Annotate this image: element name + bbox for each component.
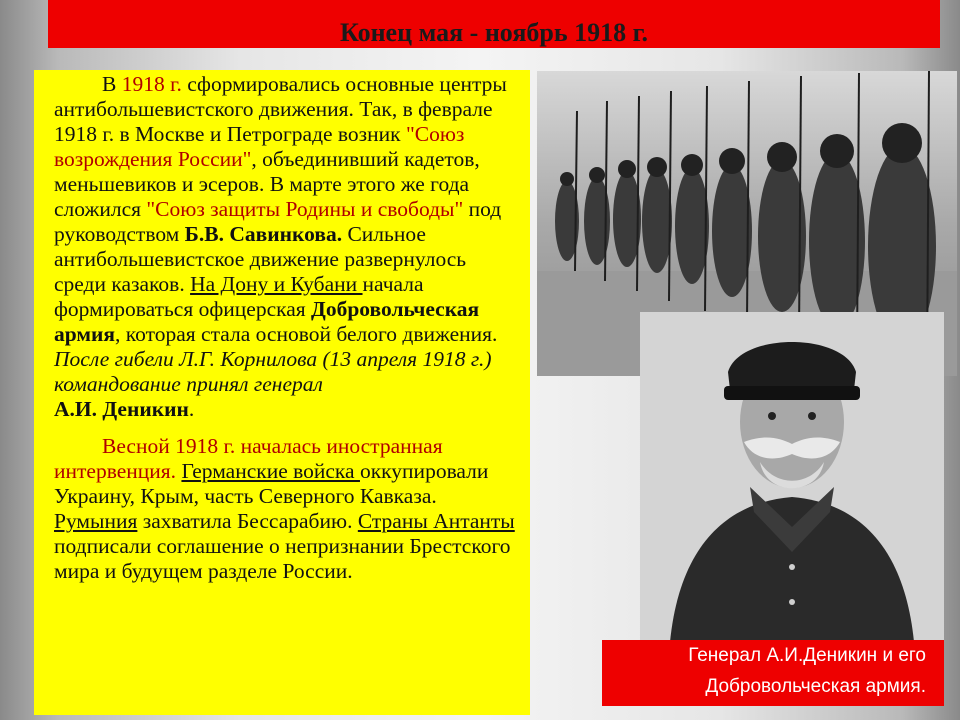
caption-box xyxy=(602,640,944,706)
slide-title: Конец мая - ноябрь 1918 г. xyxy=(340,18,648,47)
text-run: сформировались основные центры антибольшевистского движения. Так, в феврале 1918 г. в Москве и Петрограде возник xyxy=(54,72,507,146)
paragraph-2 xyxy=(54,434,522,584)
text-panel xyxy=(34,70,530,715)
caption-line-2: Добровольческая армия. xyxy=(705,676,926,697)
photo-general-denikin xyxy=(640,312,944,642)
bold-volunteer-army: Добровольческая армия xyxy=(54,297,480,346)
text-run: захватила Бессарабию. xyxy=(137,509,358,533)
text-run: Сильное антибольшевистское движение развернулось среди казаков. xyxy=(54,222,467,296)
highlight-union-defense: "Союз защиты Родины и свободы" xyxy=(146,197,464,221)
text-run: под руководством xyxy=(54,197,502,246)
caption-line-1: Генерал А.И.Деникин и его xyxy=(688,645,926,666)
underlined-don-kuban: На Дону и Кубани xyxy=(190,272,363,296)
text-run: , которая стала основой белого движения. xyxy=(115,322,498,346)
text-run: , объединивший кадетов, меньшевиков и эсеров. В марте этого же года сложился xyxy=(54,147,480,221)
text-run: оккупировали Украину, Крым, часть Северного Кавказа. xyxy=(54,459,489,508)
underlined-german-troops: Германские войска xyxy=(181,459,360,483)
paragraph-1 xyxy=(54,72,522,422)
bold-savinkov: Б.В. Савинкова. xyxy=(184,222,343,246)
text-run: В xyxy=(102,72,122,96)
text-body xyxy=(54,72,522,584)
bold-denikin: А.И. Деникин xyxy=(54,397,189,421)
text-run: . xyxy=(188,397,195,421)
highlight-year: 1918 г. xyxy=(121,72,182,96)
underlined-romania: Румыния xyxy=(54,509,138,533)
highlight-union-revival: "Союз возрождения России" xyxy=(54,122,465,171)
highlight-intervention: Весной 1918 г. началась иностранная интервенция. xyxy=(54,434,443,483)
text-run: начала формироваться офицерская xyxy=(54,272,424,321)
general-photo-svg xyxy=(640,312,944,642)
italic-kornilov: После гибели Л.Г. Корнилова (13 апреля 1918 г.) командование принял генерал xyxy=(54,347,492,396)
underlined-entente: Страны Антанты xyxy=(357,509,515,533)
title-bar xyxy=(48,0,940,48)
text-run: подписали соглашение о непризнании Брестского мира и будущем разделе России. xyxy=(54,534,511,583)
